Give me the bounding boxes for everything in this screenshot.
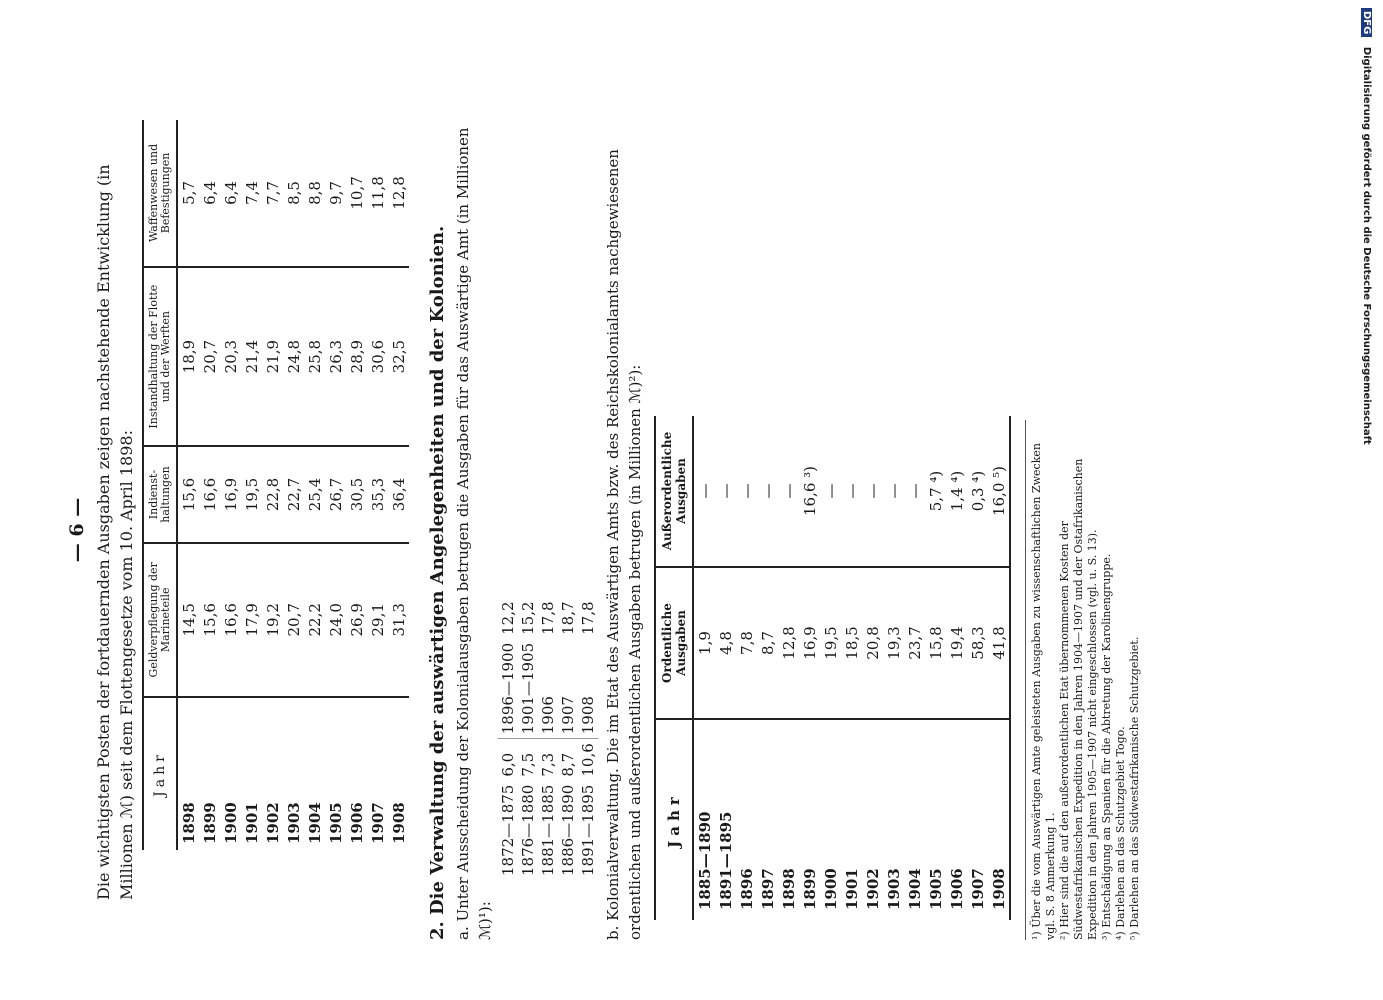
extraordinary-cell: — <box>778 416 799 567</box>
header-pay: Geldverpflegung der Marineteile <box>143 543 177 697</box>
table-row <box>841 416 862 920</box>
year-cell: 1891—1895 <box>716 811 735 910</box>
year-cell: 1906 <box>947 868 966 910</box>
footnote: ⁴) Darlehen an das Schutzgebiet Togo. <box>1114 726 1127 940</box>
amount-cell: 7,5 <box>519 752 537 777</box>
year-cell: 1901 <box>242 802 261 844</box>
period-cell: 1906 <box>538 639 558 739</box>
period-cell: 1908 <box>578 639 598 739</box>
maintenance-cell: 24,8 <box>283 267 304 446</box>
ordinary-cell: 4,8 <box>715 567 736 719</box>
maintenance-cell: 26,3 <box>325 267 346 446</box>
weapons-cell: 12,8 <box>388 120 409 267</box>
fleet-expenditure-table <box>142 120 409 850</box>
year-cell: 1903 <box>284 802 303 844</box>
period-cell: 1896—1900 <box>498 639 518 739</box>
ordinary-cell: 15,8 <box>925 567 946 719</box>
commission-cell: 30,5 <box>346 446 367 542</box>
commission-cell: 16,9 <box>220 446 241 542</box>
year-cell: 1904 <box>905 868 924 910</box>
period-cell: 1876—1880 <box>519 784 537 876</box>
pay-cell: 29,1 <box>367 543 388 697</box>
extraordinary-cell: 0,3 ⁴) <box>967 416 988 567</box>
extraordinary-cell: 5,7 ⁴) <box>925 416 946 567</box>
table-row <box>925 416 946 920</box>
year-cell: 1903 <box>884 868 903 910</box>
weapons-cell: 6,4 <box>220 120 241 267</box>
table-row <box>946 416 967 920</box>
table-row <box>262 120 283 850</box>
weapons-cell: 7,4 <box>241 120 262 267</box>
extraordinary-cell: — <box>904 416 925 567</box>
pay-cell: 24,0 <box>325 543 346 697</box>
weapons-cell: 6,4 <box>199 120 220 267</box>
footnotes <box>1025 420 1142 940</box>
year-cell: 1906 <box>347 802 366 844</box>
extraordinary-cell: — <box>820 416 841 567</box>
foreign-office-table <box>498 597 598 880</box>
pay-cell: 16,6 <box>220 543 241 697</box>
table-row <box>883 416 904 920</box>
amount-cell: 7,3 <box>539 752 557 777</box>
table-row <box>757 416 778 920</box>
year-cell: 1899 <box>800 868 819 910</box>
commission-cell: 15,6 <box>177 446 199 542</box>
table-row <box>736 416 757 920</box>
pay-cell: 19,2 <box>262 543 283 697</box>
header-maintenance: Instandhaltung der Flotte und der Werften <box>143 267 177 446</box>
ordinary-cell: 23,7 <box>904 567 925 719</box>
table-row <box>967 416 988 920</box>
table-row <box>199 120 220 850</box>
year-cell: 1885—1890 <box>695 811 714 910</box>
weapons-cell: 10,7 <box>346 120 367 267</box>
year-cell: 1908 <box>988 719 1010 920</box>
year-cell: 1900 <box>221 802 240 844</box>
amount-cell: 15,2 <box>519 601 537 635</box>
table-row <box>283 120 304 850</box>
maintenance-cell: 28,9 <box>346 267 367 446</box>
maintenance-cell: 21,4 <box>241 267 262 446</box>
ordinary-cell: 16,9 <box>799 567 820 719</box>
colonial-admin-table <box>654 416 1011 920</box>
amount-cell: 17,8 <box>539 601 557 635</box>
table-row <box>778 416 799 920</box>
maintenance-cell: 21,9 <box>262 267 283 446</box>
period-cell: 1881—1885 <box>539 784 557 876</box>
extraordinary-cell: — <box>715 416 736 567</box>
extraordinary-cell: 1,4 ⁴) <box>946 416 967 567</box>
footnote: ³) Entschädigung an Spanien für die Abtretung der Karolinengruppe. <box>1100 553 1113 940</box>
table-row <box>538 597 558 880</box>
amount-cell: 18,7 <box>559 601 577 635</box>
table-row <box>346 120 367 850</box>
pay-cell: 15,6 <box>199 543 220 697</box>
commission-cell: 16,6 <box>199 446 220 542</box>
admin-header-extraordinary: Außerordentliche Ausgaben <box>655 416 693 567</box>
ordinary-cell: 19,5 <box>820 567 841 719</box>
table-row <box>904 416 925 920</box>
commission-cell: 36,4 <box>388 446 409 542</box>
pay-cell: 26,9 <box>346 543 367 697</box>
weapons-cell: 8,8 <box>304 120 325 267</box>
admin-header-year: Jahr <box>655 719 693 920</box>
table-row <box>220 120 241 850</box>
extraordinary-cell: — <box>883 416 904 567</box>
table-row <box>988 416 1010 920</box>
rotated-page <box>60 120 1160 940</box>
year-cell: 1901 <box>842 868 861 910</box>
footnote: ¹) Über die vom Auswärtigen Amte geleisteten Ausgaben zu wissenschaftlichen Zwecken vgl. S. 8 Anmerkung 1. <box>1030 443 1057 940</box>
page-number: — 6 — <box>66 497 88 563</box>
year-cell: 1902 <box>863 868 882 910</box>
year-cell: 1907 <box>968 868 987 910</box>
year-cell: 1900 <box>821 868 840 910</box>
commission-cell: 25,4 <box>304 446 325 542</box>
footnote: ⁵) Darlehen an das Südwestafrikanische Schutzgebiet. <box>1128 636 1141 940</box>
year-cell: 1902 <box>263 802 282 844</box>
commission-cell: 19,5 <box>241 446 262 542</box>
extraordinary-cell: — <box>736 416 757 567</box>
table-row <box>862 416 883 920</box>
year-cell: 1904 <box>305 802 324 844</box>
table-row <box>693 416 715 920</box>
maintenance-cell: 32,5 <box>388 267 409 446</box>
ordinary-cell: 19,3 <box>883 567 904 719</box>
ordinary-cell: 19,4 <box>946 567 967 719</box>
amount-cell: 10,6 <box>579 743 597 777</box>
ordinary-cell: 20,8 <box>862 567 883 719</box>
ordinary-cell: 1,9 <box>693 567 715 719</box>
ordinary-cell: 18,5 <box>841 567 862 719</box>
ordinary-cell: 8,7 <box>757 567 778 719</box>
amount-cell: 6,0 <box>499 752 517 777</box>
extraordinary-cell: 16,6 ³) <box>799 416 820 567</box>
table-row <box>241 120 262 850</box>
header-year: Jahr <box>143 697 177 850</box>
year-cell: 1896 <box>737 868 756 910</box>
year-cell: 1905 <box>926 868 945 910</box>
paragraph-a: a. Unter Ausscheidung der Kolonialausgaben betrugen die Ausgaben für das Auswärtige Amt (in Millionen ℳ)¹): <box>454 127 494 940</box>
ordinary-cell: 41,8 <box>988 567 1010 719</box>
maintenance-cell: 20,7 <box>199 267 220 446</box>
paragraph-b: b. Kolonialverwaltung. Die im Etat des Auswärtigen Amts bzw. des Reichskolonialamts nachgewiesenen ordentlichen und außerordentlichen Ausgaben betrugen (in Millionen ℳ)²): <box>604 149 644 940</box>
year-cell: 1899 <box>200 802 219 844</box>
credit-text: Digitalisierung gefördert durch die Deutsche Forschungsgemeinschaft <box>1361 46 1372 445</box>
year-cell: 1898 <box>779 868 798 910</box>
dfg-logo: DFG <box>1361 8 1372 37</box>
pay-cell: 31,3 <box>388 543 409 697</box>
weapons-cell: 5,7 <box>177 120 199 267</box>
maintenance-cell: 20,3 <box>220 267 241 446</box>
year-cell: 1908 <box>389 802 408 844</box>
table-row <box>177 120 199 850</box>
commission-cell: 26,7 <box>325 446 346 542</box>
maintenance-cell: 30,6 <box>367 267 388 446</box>
period-cell: 1886—1890 <box>559 784 577 876</box>
maintenance-cell: 25,8 <box>304 267 325 446</box>
digitization-credit <box>1356 8 1372 998</box>
table-row <box>325 120 346 850</box>
pay-cell: 20,7 <box>283 543 304 697</box>
period-cell: 1907 <box>558 639 578 739</box>
table-row <box>715 416 736 920</box>
extraordinary-cell: — <box>757 416 778 567</box>
admin-header-row <box>655 416 693 920</box>
header-commission: Indienst-haltungen <box>143 446 177 542</box>
weapons-cell: 9,7 <box>325 120 346 267</box>
footnote: ²) Hier sind die auf den außerordentlichen Etat übernommenen Kosten der Südwestafrikanischen Expedition in den Jahren 1904—1907 und der Ostafrikanischen Expedition in den Jahren 1905—1907 nicht eingeschlossen (vgl. u. S. 13). <box>1058 458 1099 940</box>
pay-cell: 14,5 <box>177 543 199 697</box>
table-row <box>558 597 578 880</box>
ordinary-cell: 12,8 <box>778 567 799 719</box>
year-cell: 1907 <box>368 802 387 844</box>
header-weapons: Waffenwesen und Befestigungen <box>143 120 177 267</box>
year-cell: 1905 <box>326 802 345 844</box>
table-row <box>578 597 598 880</box>
maintenance-cell: 18,9 <box>177 267 199 446</box>
extraordinary-cell: 16,0 ⁵) <box>988 416 1010 567</box>
amount-cell: 12,2 <box>499 601 517 635</box>
fleet-header-row <box>143 120 177 850</box>
amount-cell: 17,8 <box>579 601 597 635</box>
ordinary-cell: 58,3 <box>967 567 988 719</box>
table-row <box>518 597 538 880</box>
extraordinary-cell: — <box>841 416 862 567</box>
ordinary-cell: 7,8 <box>736 567 757 719</box>
year-cell: 1897 <box>758 868 777 910</box>
table-row <box>498 597 518 880</box>
pay-cell: 22,2 <box>304 543 325 697</box>
weapons-cell: 8,5 <box>283 120 304 267</box>
weapons-cell: 11,8 <box>367 120 388 267</box>
extraordinary-cell: — <box>693 416 715 567</box>
year-cell: 1898 <box>179 802 198 844</box>
admin-header-ordinary: Ordentliche Ausgaben <box>655 567 693 719</box>
intro-paragraph: Die wichtigsten Posten der fortdauernden Ausgaben zeigen nachstehende Entwicklung (in Millionen ℳ) seit dem Flottengesetze vom 10. April 1898: <box>94 164 136 900</box>
period-cell: 1901—1905 <box>518 639 538 739</box>
table-row <box>304 120 325 850</box>
weapons-cell: 7,7 <box>262 120 283 267</box>
commission-cell: 22,8 <box>262 446 283 542</box>
section-title: 2. Die Verwaltung der auswärtigen Angelegenheiten und der Kolonien. <box>427 225 448 940</box>
extraordinary-cell: — <box>862 416 883 567</box>
commission-cell: 22,7 <box>283 446 304 542</box>
table-row <box>799 416 820 920</box>
pay-cell: 17,9 <box>241 543 262 697</box>
amount-cell: 8,7 <box>559 752 577 777</box>
commission-cell: 35,3 <box>367 446 388 542</box>
table-row <box>388 120 409 850</box>
table-row <box>367 120 388 850</box>
period-cell: 1872—1875 <box>499 784 517 876</box>
period-cell: 1891—1895 <box>579 784 597 876</box>
table-row <box>820 416 841 920</box>
